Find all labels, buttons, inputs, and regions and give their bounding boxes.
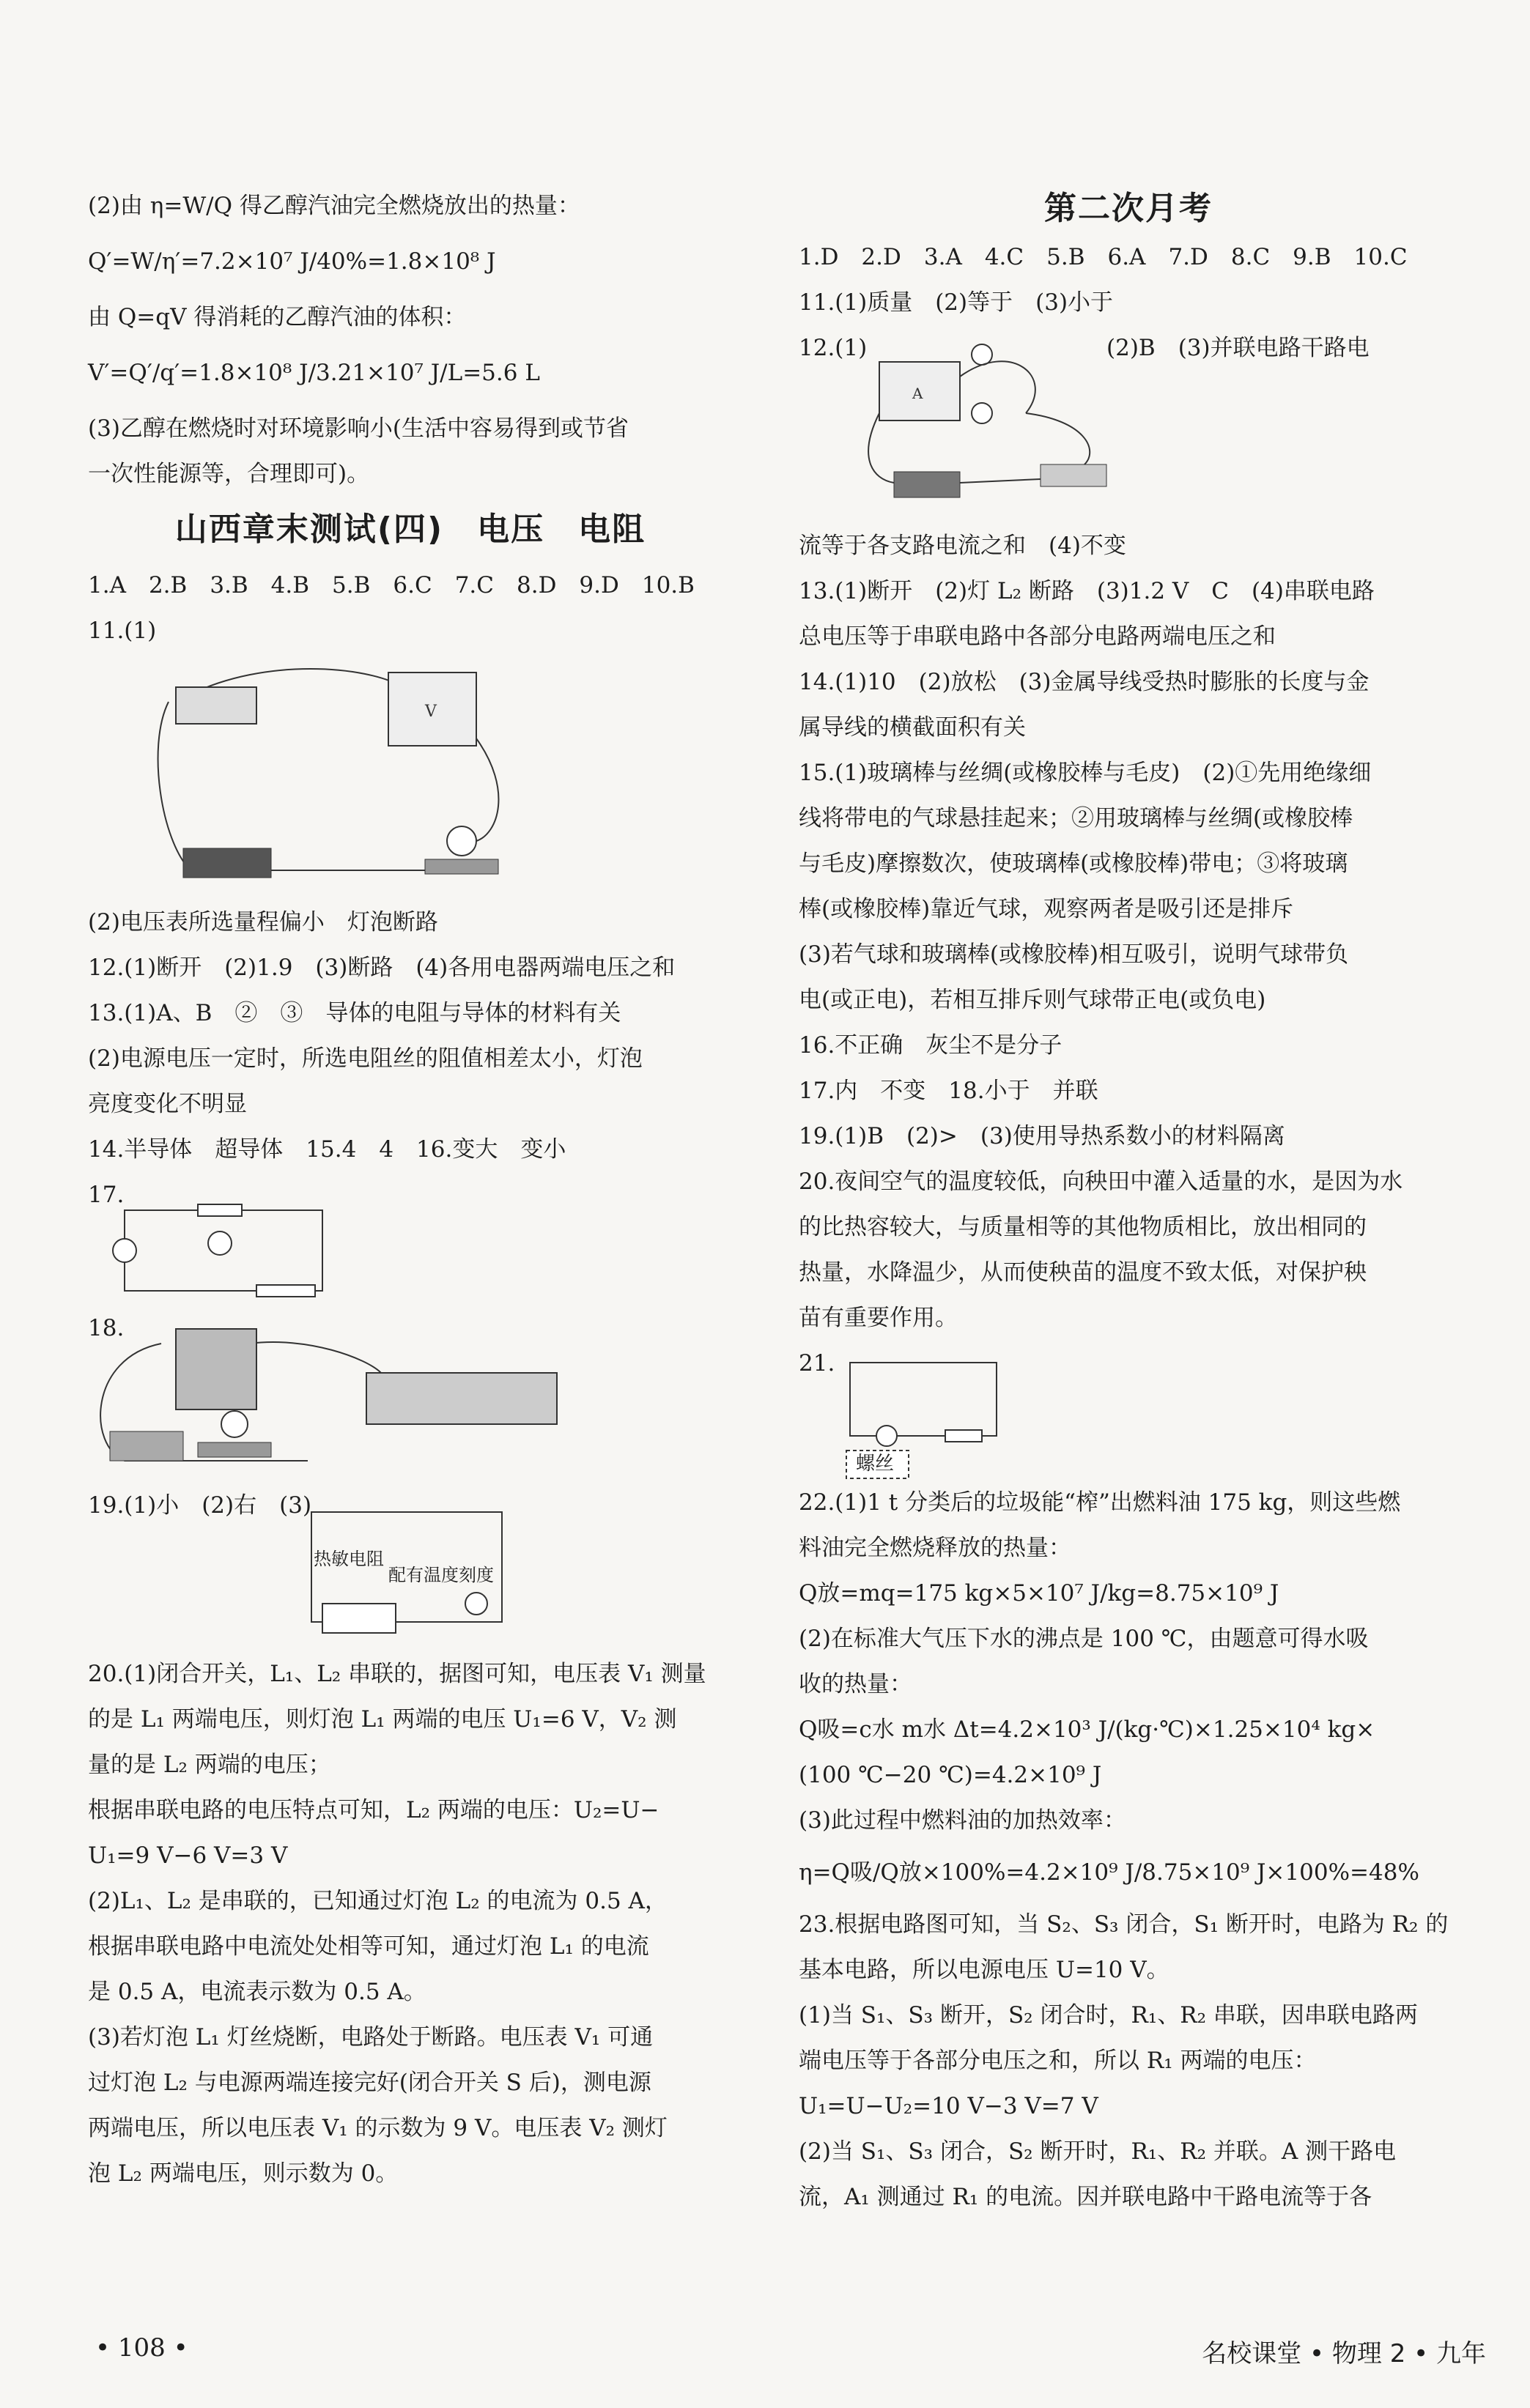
answer-line: 根据串联电路中电流处处相等可知，通过灯泡 L₁ 的电流 (88, 1933, 649, 1960)
answer-line: 线将带电的气球悬挂起来；②用玻璃棒与丝绸(或橡胶棒 (799, 805, 1353, 831)
answer-line: 13.(1)断开 (2)灯 L₂ 断路 (3)1.2 V C (4)串联电路 (799, 578, 1375, 604)
answer-line: 的比热容较大，与质量相等的其他物质相比，放出相同的 (799, 1214, 1367, 1240)
answer-line: 属导线的横截面积有关 (799, 714, 1026, 741)
answer-line: 15.(1)玻璃棒与丝绸(或橡胶棒与毛皮) (2)①先用绝缘细 (799, 760, 1372, 786)
circuit-figure-11 (147, 658, 586, 892)
q12-block (799, 325, 1458, 523)
answer-line: 与毛皮)摩擦数次，使玻璃棒(或橡胶棒)带电；③将玻璃 (799, 851, 1348, 877)
svg-text:V: V (425, 703, 437, 721)
answer-line: 19.(1)小 (2)右 (3) (88, 1492, 312, 1519)
answer-line: 11.(1) (88, 618, 157, 644)
answer-line: 苗有重要作用。 (799, 1305, 958, 1331)
answer-line: 14.半导体 超导体 15.4 4 16.变大 变小 (88, 1136, 566, 1163)
section-heading: 山西章末测试(四) 电压 电阻 (174, 511, 646, 548)
answer-line: 端电压等于各部分电压之和，所以 R₁ 两端的电压： (799, 2048, 1317, 2074)
answer-line: 20.夜间空气的温度较低，向秧田中灌入适量的水，是因为水 (799, 1168, 1403, 1195)
answer-line: 20.(1)闭合开关，L₁、L₂ 串联的，据图可知，电压表 V₁ 测量 (88, 1661, 706, 1687)
circuit-figure-19 (308, 1497, 513, 1644)
text-line: 一次性能源等，合理即可)。 (88, 461, 370, 487)
answer-line: 料油完全燃烧释放的热量： (799, 1535, 1071, 1561)
answer-line: 18. (88, 1315, 125, 1341)
circuit-drawing (88, 1314, 616, 1475)
answer-line: U₁=U−U₂=10 V−3 V=7 V (799, 2093, 1098, 2119)
answer-line: 21. (799, 1350, 835, 1377)
answer-line: 的是 L₁ 两端电压，则灯泡 L₁ 两端的电压 U₁=6 V，V₂ 测 (88, 1706, 677, 1733)
answer-line: 12.(1)断开 (2)1.9 (3)断路 (4)各用电器两端电压之和 (88, 955, 676, 981)
book-footer: 名校课堂 • 物理 2 • 九年 (1202, 2339, 1486, 2368)
svg-text:A: A (912, 385, 923, 402)
answer-line: (3)若气球和玻璃棒(或橡胶棒)相互吸引，说明气球带负 (799, 941, 1349, 968)
answer-line: Q放=mq=175 kg×5×10⁷ J/kg=8.75×10⁹ J (799, 1580, 1279, 1607)
answer-line: 是 0.5 A，电流表示数为 0.5 A。 (88, 1979, 426, 2005)
answer-line: (3)若灯泡 L₁ 灯丝烧断，电路处于断路。电压表 V₁ 可通 (88, 2024, 654, 2050)
answer-line: 1.D 2.D 3.A 4.C 5.B 6.A 7.D 8.C 9.B 10.C (799, 244, 1408, 270)
circuit-figure-12 (865, 333, 1114, 516)
answer-line: 流，A₁ 测通过 R₁ 的电流。因并联电路中干路电流等于各 (799, 2184, 1372, 2210)
answer-line: 总电压等于串联电路中各部分电路两端电压之和 (799, 623, 1276, 650)
answer-line: 热量，水降温少，从而使秧苗的温度不致太低，对保护秧 (799, 1259, 1367, 1286)
answer-line: 亮度变化不明显 (88, 1091, 247, 1117)
answer-line: 23.根据电路图可知，当 S₂、S₃ 闭合，S₁ 断开时，电路为 R₂ 的 (799, 1911, 1449, 1938)
answer-line: 19.(1)B (2)> (3)使用导热系数小的材料隔离 (799, 1123, 1285, 1149)
answer-line: 13.(1)A、B ② ③ 导体的电阻与导体的材料有关 (88, 1000, 621, 1026)
text-line: (3)乙醇在燃烧时对环境影响小(生活中容易得到或节省 (88, 415, 629, 442)
answer-line: 17.内 不变 18.小于 并联 (799, 1078, 1098, 1104)
answer-line: (1)当 S₁、S₃ 断开，S₂ 闭合时，R₁、R₂ 串联，因串联电路两 (799, 2002, 1418, 2029)
text-line: 由 Q=qV 得消耗的乙醇汽油的体积： (88, 304, 467, 330)
answer-line: 11.(1)质量 (2)等于 (3)小于 (799, 289, 1114, 316)
answer-line: (2)L₁、L₂ 是串联的，已知通过灯泡 L₂ 的电流为 0.5 A， (88, 1888, 668, 1914)
answer-line: 根据串联电路的电压特点可知，L₂ 两端的电压：U₂=U− (88, 1797, 659, 1823)
circuit-figure-18 (88, 1314, 616, 1475)
circuit-figure-17 (110, 1188, 352, 1298)
answer-line: 泡 L₂ 两端电压，则示数为 0。 (88, 2160, 399, 2187)
answer-line: (3)此过程中燃料油的加热效率： (799, 1807, 1126, 1834)
answer-line: (2)当 S₁、S₃ 闭合，S₂ 断开时，R₁、R₂ 并联。A 测干路电 (799, 2138, 1397, 2165)
answer-line: (2)电压表所选量程偏小 灯泡断路 (88, 909, 438, 936)
answer-line: 量的是 L₂ 两端的电压； (88, 1752, 331, 1778)
answer-line: 22.(1)1 t 分类后的垃圾能“榨”出燃料油 175 kg，则这些燃 (799, 1489, 1401, 1516)
scale-label: 配有温度刻度 (388, 1565, 494, 1585)
answer-line: 14.(1)10 (2)放松 (3)金属导线受热时膨胀的长度与金 (799, 669, 1370, 695)
answer-line: Q吸=c水 m水 Δt=4.2×10³ J/(kg·℃)×1.25×10⁴ kg× (799, 1716, 1375, 1743)
answer-line: (100 ℃−20 ℃)=4.2×10⁹ J (799, 1762, 1102, 1788)
answer-line: 16.不正确 灰尘不是分子 (799, 1032, 1062, 1059)
answer-line: 17. (88, 1182, 125, 1208)
answer-line: 两端电压，所以电压表 V₁ 的示数为 9 V。电压表 V₂ 测灯 (88, 2115, 668, 2141)
page-number: • 108 • (95, 2333, 188, 2363)
q21-block (799, 1341, 1458, 1480)
answer-line: (2)在标准大气压下水的沸点是 100 ℃，由题意可得水吸 (799, 1626, 1369, 1652)
screw-label: 螺丝 (856, 1453, 895, 1475)
equation-line: η=Q吸/Q放×100%=4.2×10⁹ J/8.75×10⁹ J×100%=48% (799, 1859, 1419, 1886)
text-line: (2)由 η=W/Q 得乙醇汽油完全燃烧放出的热量： (88, 193, 580, 219)
answer-line: (2)B (3)并联电路干路电 (1106, 335, 1370, 361)
equation-line: Q′=W/η′=7.2×10⁷ J/40%=1.8×10⁸ J (88, 248, 496, 275)
answer-line: 基本电路，所以电源电压 U=10 V。 (799, 1957, 1169, 1983)
left-column (88, 183, 733, 2196)
answer-line: 棒(或橡胶棒)靠近气球，观察两者是吸引还是排斥 (799, 896, 1294, 922)
answer-line: 过灯泡 L₂ 与电源两端连接完好(闭合开关 S 后)，测电源 (88, 2070, 651, 2096)
answer-line: 1.A 2.B 3.B 4.B 5.B 6.C 7.C 8.D 9.D 10.B (88, 572, 695, 599)
answer-line: 流等于各支路电流之和 (4)不变 (799, 533, 1126, 559)
circuit-drawing (865, 333, 1114, 516)
circuit-drawing (110, 1188, 352, 1298)
circuit-figure-21 (835, 1348, 1019, 1480)
section-heading: 第二次月考 (1044, 190, 1213, 227)
answer-line: 电(或正电)，若相互排斥则气球带正电(或负电) (799, 987, 1266, 1013)
answer-line: (2)电源电压一定时，所选电阻丝的阻值相差太小，灯泡 (88, 1045, 643, 1072)
right-column (799, 190, 1458, 2220)
equation-line: V′=Q′/q′=1.8×10⁸ J/3.21×10⁷ J/L=5.6 L (88, 360, 540, 386)
thermistor-label: 热敏电阻 (314, 1549, 384, 1569)
circuit-drawing (147, 658, 586, 892)
answer-line: U₁=9 V−6 V=3 V (88, 1842, 288, 1869)
q19-block (88, 1483, 733, 1651)
answer-line: 12.(1) (799, 335, 868, 361)
answer-line: 收的热量： (799, 1671, 912, 1697)
